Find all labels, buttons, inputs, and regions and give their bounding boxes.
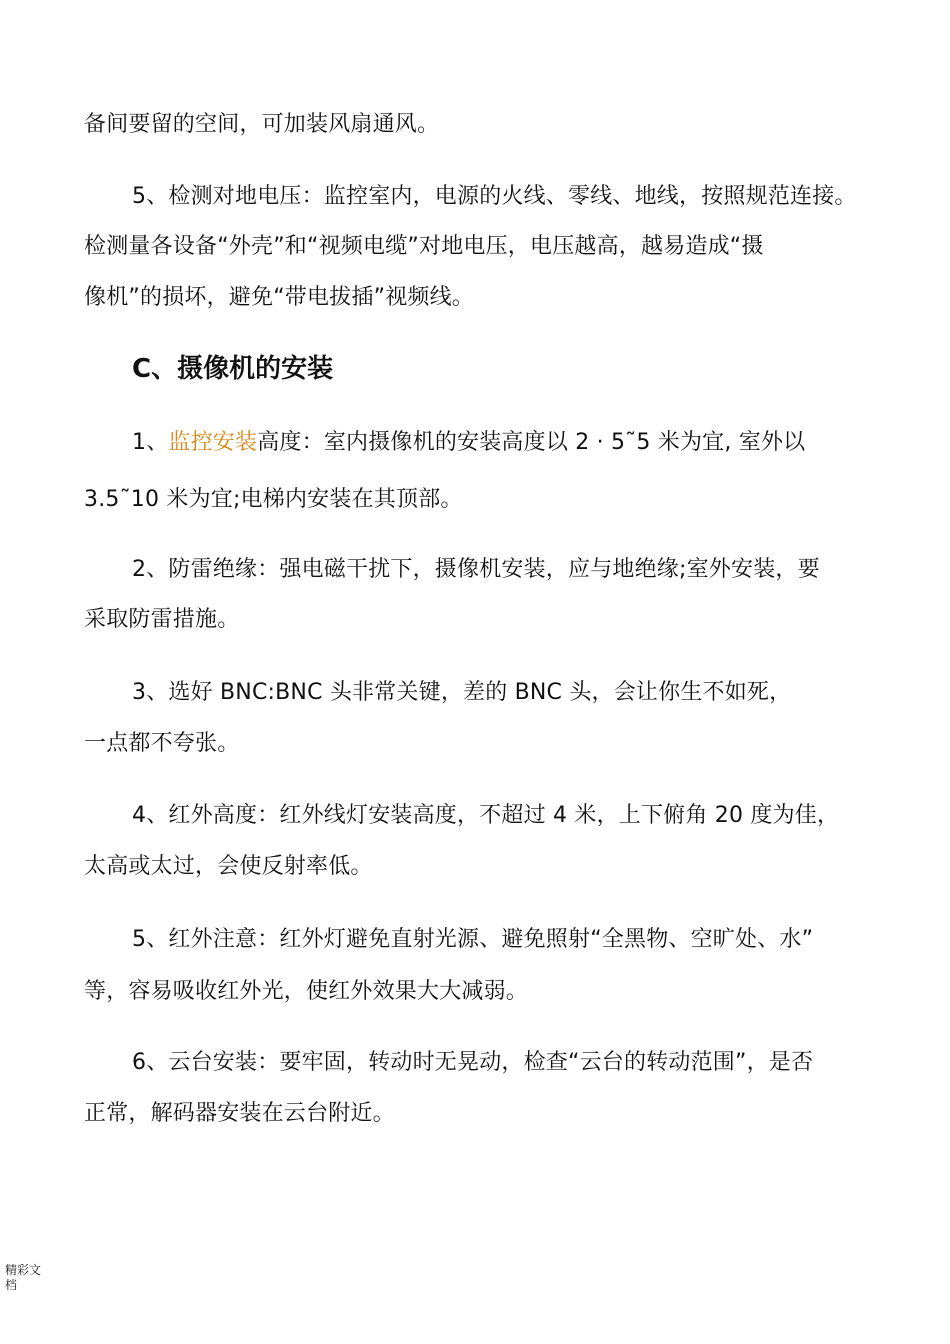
paragraph-line xyxy=(132,428,805,458)
paragraph-line: 5、红外注意：红外灯避免直射光源、避免照射“全黑物、空旷处、水” xyxy=(132,927,814,952)
paragraph-line: 像机”的损坏，避免“带电拔插”视频线。 xyxy=(84,285,474,310)
monitoring-install-link[interactable]: 监控安装 xyxy=(168,430,258,455)
footer-watermark: 精彩文 xyxy=(5,1263,42,1277)
section-heading: C、摄像机的安装 xyxy=(132,354,334,384)
paragraph-line: 等，容易吸收红外光，使红外效果大大减弱。 xyxy=(84,979,529,1004)
item-text: 高度：室内摄像机的安装高度以 2 · 5˜5 米为宜, 室外以 xyxy=(257,430,806,455)
paragraph-line: 3、选好 BNC:BNC 头非常关键，差的 BNC 头，会让你生不如死， xyxy=(132,680,792,705)
paragraph-line: 检测量各设备“外壳”和“视频电缆”对地电压，电压越高，越易造成“摄 xyxy=(84,234,764,259)
paragraph-line: 3.5˜10 米为宜;电梯内安装在其顶部。 xyxy=(84,487,463,512)
paragraph-line: 4、红外高度：红外线灯安装高度，不超过 4 米，上下俯角 20 度为佳， xyxy=(132,803,840,828)
footer-watermark: 档 xyxy=(5,1278,18,1292)
paragraph-line: 6、云台安装：要牢固，转动时无晃动，检查“云台的转动范围”，是否 xyxy=(132,1050,814,1075)
paragraph-line: 采取防雷措施。 xyxy=(84,607,240,632)
paragraph-line: 一点都不夸张。 xyxy=(84,731,240,756)
item-prefix: 1、 xyxy=(132,430,169,455)
paragraph-line: 5、检测对地电压：监控室内，电源的火线、零线、地线，按照规范连接。 xyxy=(132,184,857,209)
paragraph-line: 太高或太过，会使反射率低。 xyxy=(84,854,373,879)
paragraph-line: 2、防雷绝缘：强电磁干扰下，摄像机安装，应与地绝缘;室外安装，要 xyxy=(132,557,820,582)
paragraph-line: 正常，解码器安装在云台附近。 xyxy=(84,1101,395,1126)
paragraph-line: 备间要留的空间，可加装风扇通风。 xyxy=(84,112,440,137)
